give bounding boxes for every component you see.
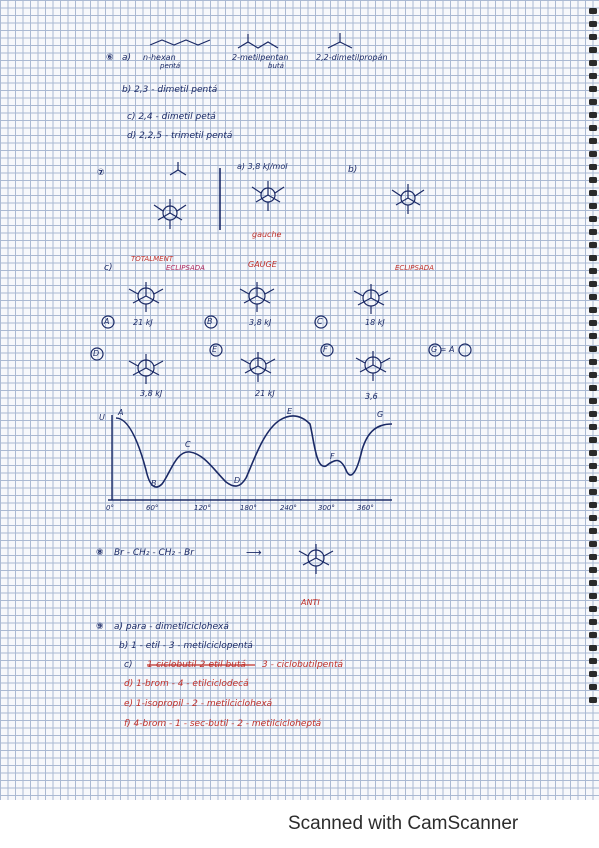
q8-arrow: ⟶ bbox=[246, 546, 262, 559]
q7-a-value: a) 3,8 kJ/mol bbox=[237, 162, 288, 171]
q7-eclipsada-2: ECLIPSADA bbox=[395, 264, 434, 272]
q7-mark-f: F bbox=[323, 345, 328, 354]
graph-point-b: B bbox=[151, 479, 157, 488]
newman-2 bbox=[252, 181, 284, 211]
graph-xtick: 60° bbox=[146, 504, 159, 512]
q9-number: ⑨ bbox=[96, 622, 104, 632]
q7-energy-6: 3,6 bbox=[365, 392, 378, 401]
q6-a3: 2,2-dimetilpropán bbox=[316, 53, 388, 62]
q6-b: b) 2,3 - dimetil pentá bbox=[122, 85, 218, 95]
dimethylpropane-skeleton bbox=[328, 42, 352, 48]
q9-d: d) 1-brom - 4 - etilciclodecá bbox=[124, 679, 249, 689]
newman-7 bbox=[129, 354, 163, 384]
hexane-skeleton bbox=[150, 40, 210, 45]
q8-formula: Br - CH₂ - CH₂ - Br bbox=[114, 548, 194, 558]
q7-gauge: GAUGE bbox=[248, 260, 277, 269]
q9-e: e) 1-isopropil - 2 - metilciclohexá bbox=[124, 699, 273, 709]
q7-mark-c: C bbox=[317, 317, 323, 326]
energy-curve bbox=[116, 416, 392, 487]
q6-number: ⑥ bbox=[106, 53, 114, 63]
newman-anti bbox=[299, 544, 333, 574]
graph-xtick: 120° bbox=[194, 504, 211, 512]
q7-eclipsada-1: ECLIPSADA bbox=[166, 264, 205, 272]
q7-mark-a: A bbox=[104, 317, 110, 326]
q9-c-struck: 1-ciclobutil-2-etil butá bbox=[147, 660, 246, 670]
graph-point-d: D bbox=[234, 476, 241, 485]
newman-3 bbox=[392, 184, 424, 214]
q9-c-label: c) bbox=[124, 660, 133, 670]
q9-c-answer: 3 - ciclobutilpentá bbox=[262, 660, 344, 670]
graph-xtick: 360° bbox=[357, 504, 374, 512]
graph-xtick: 240° bbox=[280, 504, 297, 512]
q8-anti: ANTI bbox=[301, 598, 320, 607]
graph-xtick: 300° bbox=[318, 504, 335, 512]
camscanner-watermark: Scanned with CamScanner bbox=[288, 813, 519, 834]
newman-4 bbox=[129, 282, 163, 312]
newman-1 bbox=[154, 199, 186, 229]
q6-a1b: pentá bbox=[160, 62, 181, 70]
graph-xtick: 0° bbox=[106, 504, 114, 512]
q6-a2b: butá bbox=[268, 62, 284, 70]
graph-ylabel: U bbox=[99, 413, 105, 422]
graph-point-c: C bbox=[185, 440, 191, 449]
q7-b-label: b) bbox=[348, 165, 358, 175]
q8-number: ⑧ bbox=[96, 548, 104, 558]
q7-totalment: TOTALMENT bbox=[131, 255, 174, 263]
q7-mark-b: B bbox=[207, 317, 213, 326]
newman-5 bbox=[240, 282, 274, 312]
q7-c-label: c) bbox=[104, 263, 113, 273]
q7-energy-4: 3,8 kJ bbox=[140, 389, 163, 398]
q6-d: d) 2,2,5 - trimetil pentá bbox=[127, 131, 233, 141]
q6-a2: 2-metilpentan bbox=[232, 53, 289, 62]
q6-a1: n-hexan bbox=[143, 53, 176, 62]
q7-mark-e: E bbox=[212, 345, 218, 354]
graph-point-f: F bbox=[330, 452, 335, 461]
q6-c: c) 2,4 - dimetil petá bbox=[127, 112, 216, 122]
q9-a: a) para - dimetilciclohexá bbox=[114, 622, 229, 632]
q7-energy-5: 21 kJ bbox=[255, 389, 275, 398]
graph-point-g: G bbox=[377, 410, 384, 419]
q7-mark-d: D bbox=[93, 349, 100, 358]
graph-xtick: 180° bbox=[240, 504, 257, 512]
q7-energy-2: 3,8 kJ bbox=[249, 318, 272, 327]
graph-point-e: E bbox=[287, 407, 293, 416]
q9-f: f) 4-brom - 1 - sec-butil - 2 - metilcicloheptá bbox=[124, 719, 322, 729]
q7-energy-3: 18 kJ bbox=[365, 318, 385, 327]
q9-b: b) 1 - etil - 3 - metilciclopentá bbox=[119, 641, 253, 651]
q7-gauche: gauche bbox=[252, 230, 282, 239]
methylpentane-skeleton bbox=[238, 42, 278, 48]
newman-9 bbox=[356, 351, 390, 381]
q7-number: ⑦ bbox=[97, 168, 105, 178]
graph-point-a: A bbox=[118, 408, 124, 417]
q7-energy-1: 21 kJ bbox=[133, 318, 153, 327]
q6-a-label: a) bbox=[122, 53, 132, 63]
newman-6 bbox=[354, 284, 388, 314]
newman-8 bbox=[241, 352, 275, 382]
q7-eq: G = A bbox=[431, 345, 455, 354]
